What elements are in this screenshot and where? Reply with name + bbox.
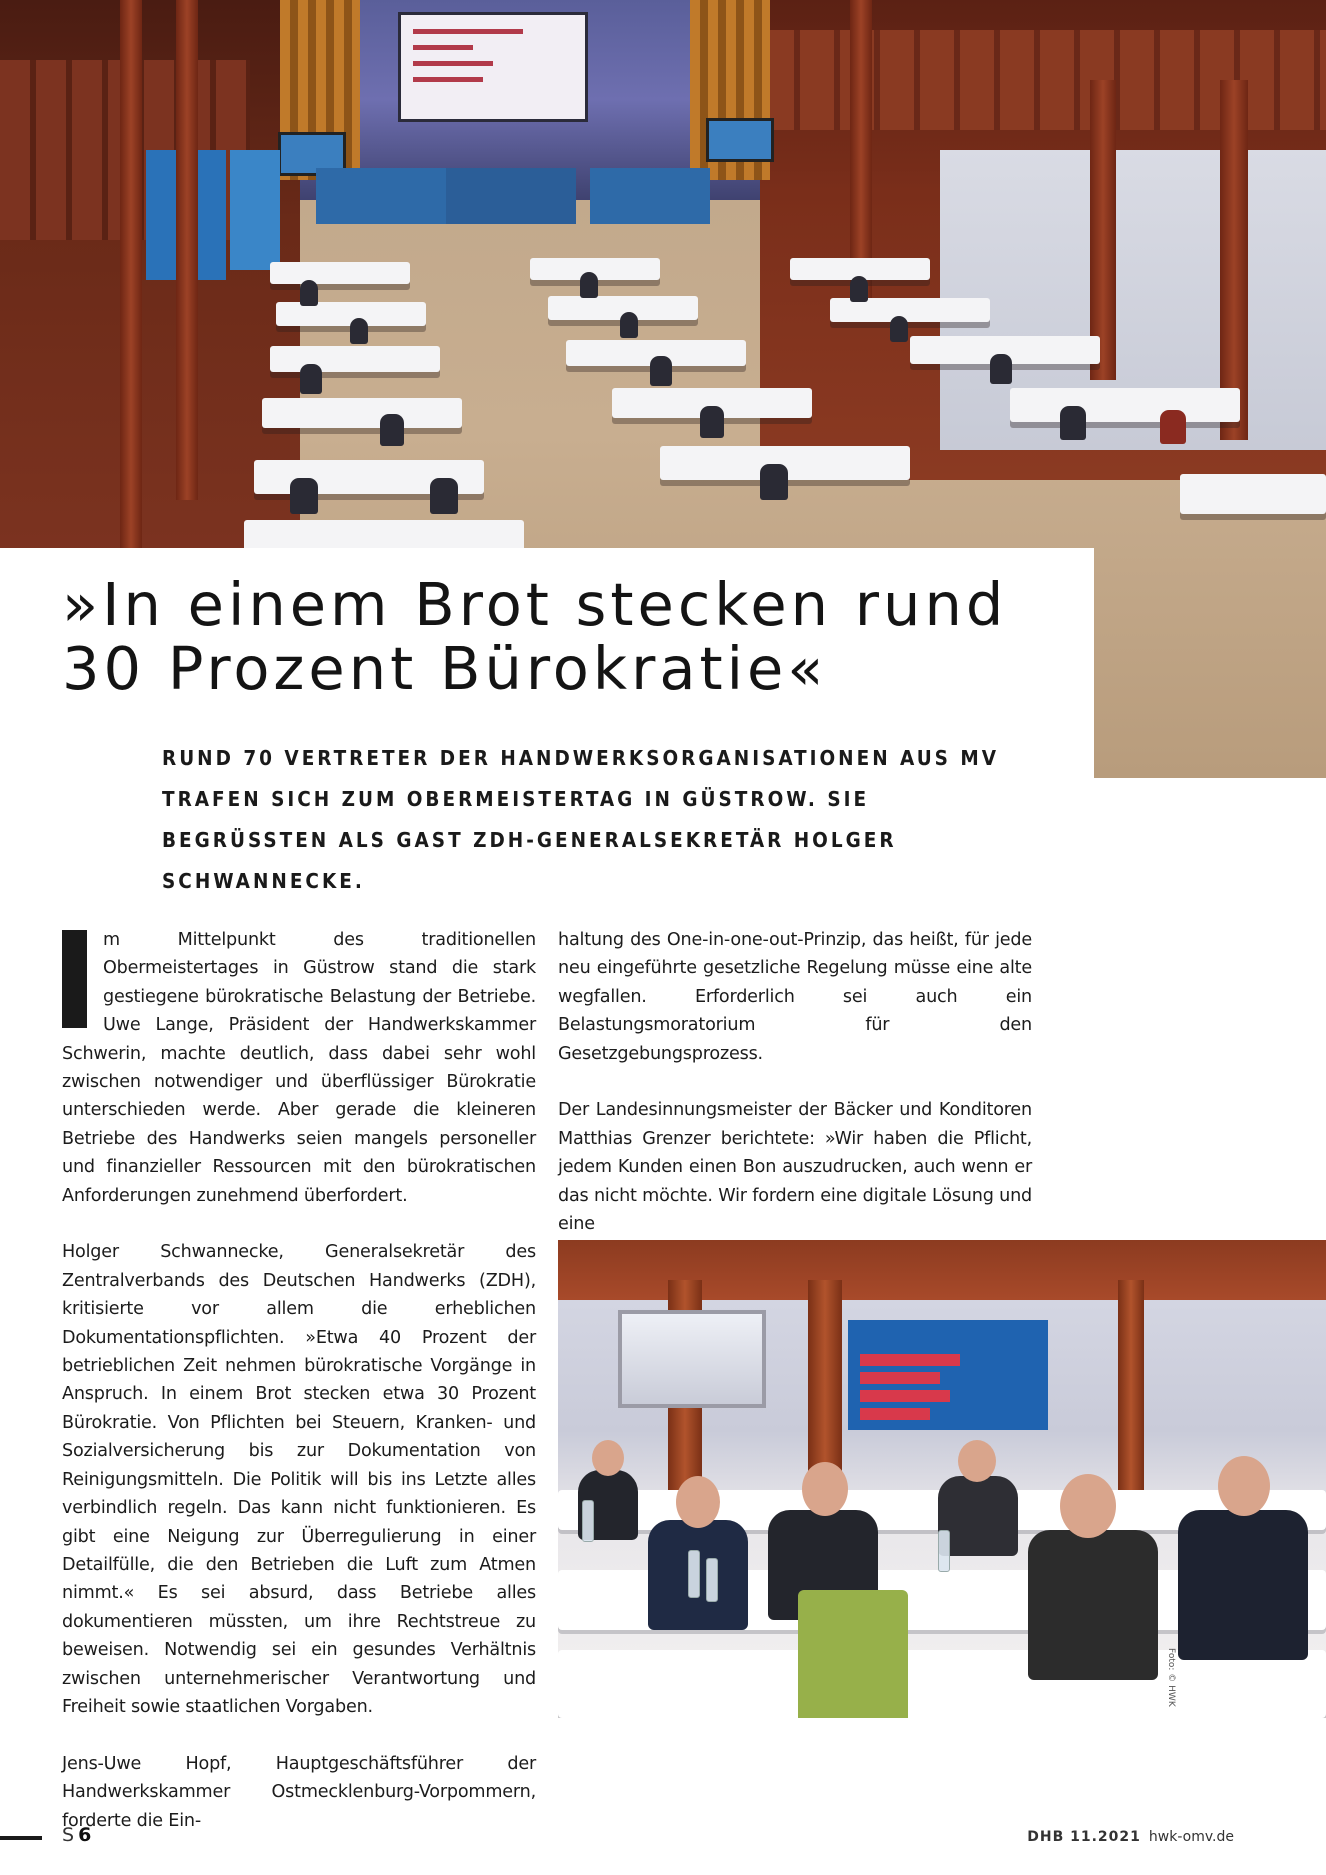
conference-table xyxy=(1010,388,1240,422)
green-chair xyxy=(798,1590,908,1718)
article-headline: »In einem Brot stecken rund 30 Prozent Bürokratie« xyxy=(62,570,1008,703)
attendee-head xyxy=(592,1440,624,1476)
attendee-head xyxy=(958,1440,996,1482)
attendee xyxy=(990,354,1012,384)
stage-banner xyxy=(446,168,576,224)
attendee xyxy=(760,464,788,500)
attendee xyxy=(650,356,672,386)
projection-screen xyxy=(398,12,588,122)
water-bottle xyxy=(938,1530,950,1572)
attendee xyxy=(300,280,318,306)
roll-up-banner xyxy=(230,150,280,270)
attendee xyxy=(1060,406,1086,440)
attendee xyxy=(850,276,868,302)
attendee xyxy=(1160,410,1186,444)
body-paragraph: Jens-Uwe Hopf, Hauptgeschäftsführer der Handwerkskammer Ostmecklenburg-Vorpommern, forderte die Ein- xyxy=(62,1753,536,1831)
attendee xyxy=(430,478,458,514)
attendee xyxy=(1178,1510,1308,1660)
attendee xyxy=(290,478,318,514)
attendee-head xyxy=(676,1476,720,1528)
attendee xyxy=(938,1476,1018,1556)
attendee xyxy=(890,316,908,342)
stage-banner xyxy=(590,168,710,224)
attendee xyxy=(700,406,724,438)
article-deck: RUND 70 VERTRETER DER HANDWERKSORGANISATIONEN AUS MV TRAFEN SICH ZUM OBERMEISTERTAG IN GÜSTROW. SIE BEGRÜSSTEN ALS GAST ZDH-GENERALSEKRETÄR HOLGER SCHWANNECKE. xyxy=(162,746,1000,893)
attendee xyxy=(620,312,638,338)
body-paragraph: Holger Schwannecke, Generalsekretär des Zentralverbands des Deutschen Handwerks (ZDH), kritisierte vor allem die erheblichen Dokumentationspflichten. »Etwa 40 Prozent der betrieblichen Zeit nehmen bürokratische Vorgänge in Anspruch. In einem Brot stecken etwa 30 Prozent Bürokratie. Von Pflichten bei Steuern, Kranken- und Sozialversicherung bis zur Dokumentation von Reinigungsmitteln. Die Politik will bis ins Letzte alles verbindlich regeln. Das kann nicht funktionieren. Es gibt eine Neigung zur Überregulierung in einer Detailfülle, die den Betrieben die Luft zum Atmen nimmt.« Es sei absurd, dass Betriebe alles dokumentieren müssten, um ihre Rechtstreue zu beweisen. Notwendig sei ein gesundes Verhältnis zwischen unternehmerischer Verantwortung und Freiheit sowie staatlichen Vorgaben. xyxy=(62,1242,536,1717)
water-bottle xyxy=(582,1500,594,1542)
wooden-pillar xyxy=(850,0,872,300)
body-column-right xyxy=(558,926,1032,1267)
attendee-head xyxy=(802,1462,848,1516)
stage-monitor-right xyxy=(706,118,774,162)
issue-label: DHB 11.2021 xyxy=(1027,1829,1141,1845)
window xyxy=(618,1310,766,1408)
attendee xyxy=(350,318,368,344)
attendee xyxy=(380,414,404,446)
body-paragraph: haltung des One-in-one-out-Prinzip, das heißt, für jede neu eingeführte gesetzliche Regelung müsse eine alte wegfallen. Erforderlich sei auch ein Belastungsmoratorium für den Gesetzgebungsprozess. xyxy=(558,930,1032,1064)
body-column-left xyxy=(62,926,536,1863)
attendee-head xyxy=(1060,1474,1116,1538)
website-link[interactable]: hwk-omv.de xyxy=(1148,1829,1234,1845)
wooden-beam xyxy=(1118,1280,1144,1500)
conference-table xyxy=(262,398,462,428)
wooden-pillar xyxy=(120,0,142,560)
footer-rule xyxy=(0,1836,42,1840)
table-row xyxy=(558,1650,1326,1718)
page-number-value: 6 xyxy=(78,1824,92,1846)
conference-table xyxy=(270,346,440,372)
wooden-pillar xyxy=(176,0,198,500)
footer-publication xyxy=(1027,1829,1234,1845)
water-bottle xyxy=(706,1558,718,1602)
section-letter: S xyxy=(62,1824,75,1846)
body-paragraph: m Mittelpunkt des traditionellen Obermeistertages in Güstrow stand die stark gestiegene bürokratische Belastung der Betriebe. Uwe Lange, Präsident der Handwerkskammer Schwerin, machte deutlich, dass dabei sehr wohl zwischen notwendiger und überflüssiger Bürokratie unterschieden werde. Aber gerade die kleineren Betriebe des Handwerks seien mangels personeller und finanzieller Ressourcen mit den bürokratischen Anforderungen zunehmend überfordert. xyxy=(62,930,536,1206)
attendee xyxy=(300,364,322,394)
page-number xyxy=(62,1824,91,1846)
conference-table xyxy=(1180,474,1326,514)
attendee-head xyxy=(1218,1456,1270,1516)
body-paragraph: Der Landesinnungsmeister der Bäcker und Konditoren Matthias Grenzer berichtete: »Wir haben die Pflicht, jedem Kunden einen Bon auszudrucken, auch wenn er das nicht möchte. Wir fordern eine digitale Lösung und eine xyxy=(558,1100,1032,1235)
conference-table xyxy=(270,262,410,284)
attendee xyxy=(580,272,598,298)
wooden-pillar xyxy=(1090,80,1116,380)
photo-credit: Foto: © HWK xyxy=(1166,1648,1176,1707)
stage-banner xyxy=(316,168,446,224)
audience-photo xyxy=(558,1240,1326,1718)
drop-cap-i xyxy=(62,930,87,1028)
water-bottle xyxy=(688,1550,700,1598)
attendee xyxy=(1028,1530,1158,1680)
wooden-pillar xyxy=(1220,80,1248,440)
welcome-banner xyxy=(848,1320,1048,1430)
